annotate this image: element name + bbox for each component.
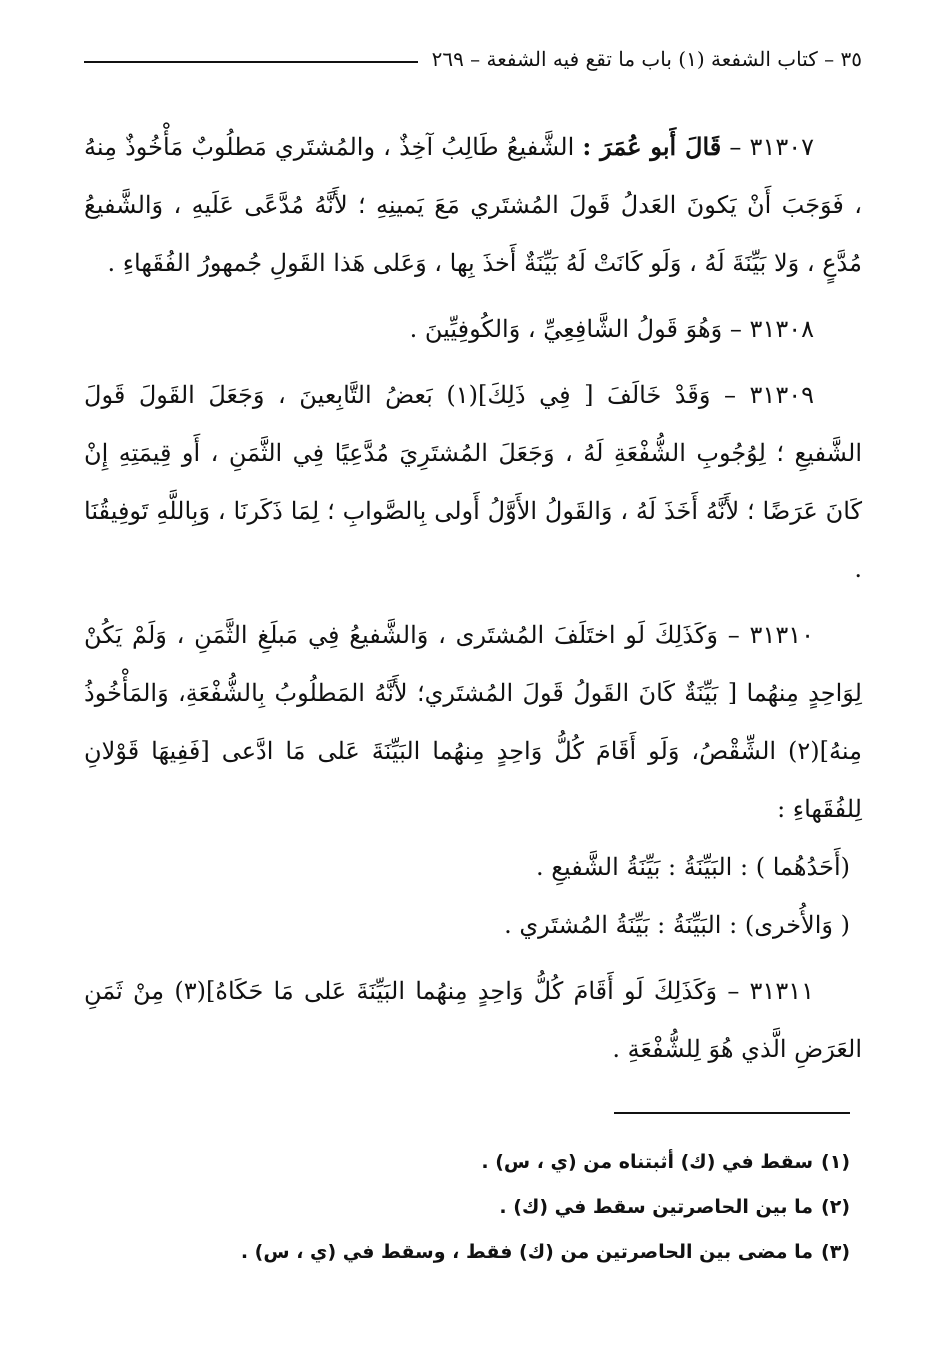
opinion-label: (أَحَدُهُما ) : <box>739 853 850 881</box>
footnote-separator <box>614 1112 850 1114</box>
paragraph-text: وَكَذَلِكَ لَو أَقَامَ كُلُّ وَاحِدٍ مِنهُما البَيِّنَةَ عَلى مَا حَكَاهُ](٣) مِنْ ثَمَنِ العَرَضِ الَّذي هُوَ لِلشُّفْعَةِ . <box>84 977 862 1063</box>
paragraph-number: ٣١٣١٠ – <box>727 621 814 649</box>
opinion-text: البَيِّنَةُ : بَيِّنَةُ المُشتَري . <box>504 911 722 939</box>
header-title: ٣٥ – كتاب الشفعة (١) باب ما تقع فيه الشفعة – ٢٦٩ <box>431 47 862 71</box>
footnote-text: سقط في (ك) أثبتناه من (ي ، س) . <box>481 1151 814 1173</box>
paragraph-number: ٣١٣١١ – <box>727 977 814 1005</box>
opinion-first <box>84 838 862 896</box>
footnote-1 <box>84 1140 850 1185</box>
header-rule <box>84 61 418 63</box>
footnote-text: ما بين الحاصرتين سقط في (ك) . <box>499 1196 814 1218</box>
running-header <box>84 44 862 74</box>
paragraph-31308 <box>84 300 862 358</box>
paragraph-31307 <box>84 118 862 292</box>
paragraph-31311 <box>84 962 862 1078</box>
opinion-second <box>84 896 862 954</box>
speaker-attribution: قَالَ أَبو عُمَرَ : <box>582 132 722 161</box>
paragraph-number: ٣١٣٠٧ – <box>729 133 814 161</box>
footnote-number: (٣) <box>821 1241 850 1263</box>
paragraph-text: وَكَذَلِكَ لَو اختَلَفَ المُشتَرى ، وَالشَّفيعُ فِي مَبلَغِ الثَّمَنِ ، وَلَمْ يَكُنْ لِوَاحِدٍ مِنهُما [ بَيِّنَةٌ كَانَ القَولُ قَولَ المُشتَري؛ لأَنَّهُ المَطلُوبُ بِالشُّفْعَةِ، وَالمَأْخُوذُ مِنهُ](٢) الشِّقْصُ، وَلَو أَقَامَ كُلُّ وَاحِدٍ مِنهُما البَيِّنَةَ عَلى مَا ادَّعى [فَفِيهَا قَوْلانِ لِلفُقَهاءِ : <box>84 621 862 823</box>
paragraph-31310 <box>84 606 862 838</box>
main-text <box>84 118 862 1086</box>
paragraph-text: الشَّفيعُ طَالِبُ آخِذٌ ، والمُشتَري مَطلُوبٌ مَأْخُوذٌ مِنهُ ، فَوَجَبَ أَنْ يَكونَ العَدلُ قَولَ المُشتَري مَعَ يَمينِهِ ؛ لأَنَّهُ مُدَّعًى عَلَيهِ ، وَالشَّفيعُ مُدَّعٍ ، وَلا بَيِّنَةَ لَهُ ، وَلَو كَانَتْ لَهُ بَيِّنَةٌ أَخذَ بِها ، وَعَلى هَذا القَولِ جُمهورُ الفُقَهاءِ . <box>84 133 862 277</box>
paragraph-text: وَقَدْ خَالَفَ [ فِي ذَلِكَ](١) بَعضُ التَّابِعينَ ، وَجَعَلَ القَولَ قَولَ الشَّفيعِ ؛ لِوُجُوبِ الشُّفْعَةِ لَهُ ، وَجَعَلَ المُشتَرِيَ مُدَّعِيًا فِي الثَّمَنِ ، أَو قِيمَتِهِ إِنْ كَانَ عَرَضًا ؛ لأَنَّهُ أَخَذَ لَهُ ، وَالقَولُ الأَوَّلُ أَولى بِالصَّوابِ ؛ لِمَا ذَكَرنَا ، وَبِاللَّهِ تَوفِيقُنَا . <box>84 381 862 583</box>
opinion-label: ( وَالأُخرى) : <box>729 911 850 939</box>
paragraph-number: ٣١٣٠٩ – <box>724 381 814 409</box>
opinion-text: البَيِّنَةُ : بَيِّنَةُ الشَّفيعِ . <box>535 853 733 881</box>
footnote-2 <box>84 1185 850 1230</box>
footnote-number: (٢) <box>821 1196 850 1218</box>
footnote-number: (١) <box>821 1151 850 1173</box>
paragraph-31309 <box>84 366 862 598</box>
footnote-text: ما مضى بين الحاصرتين من (ك) فقط ، وسقط في (ي ، س) . <box>240 1241 814 1263</box>
paragraph-text: وَهُوَ قَولُ الشَّافِعِيِّ ، وَالكُوفِيِّينَ . <box>409 315 723 343</box>
paragraph-number: ٣١٣٠٨ – <box>729 315 814 343</box>
footnote-3 <box>84 1230 850 1275</box>
footnotes <box>84 1140 850 1275</box>
